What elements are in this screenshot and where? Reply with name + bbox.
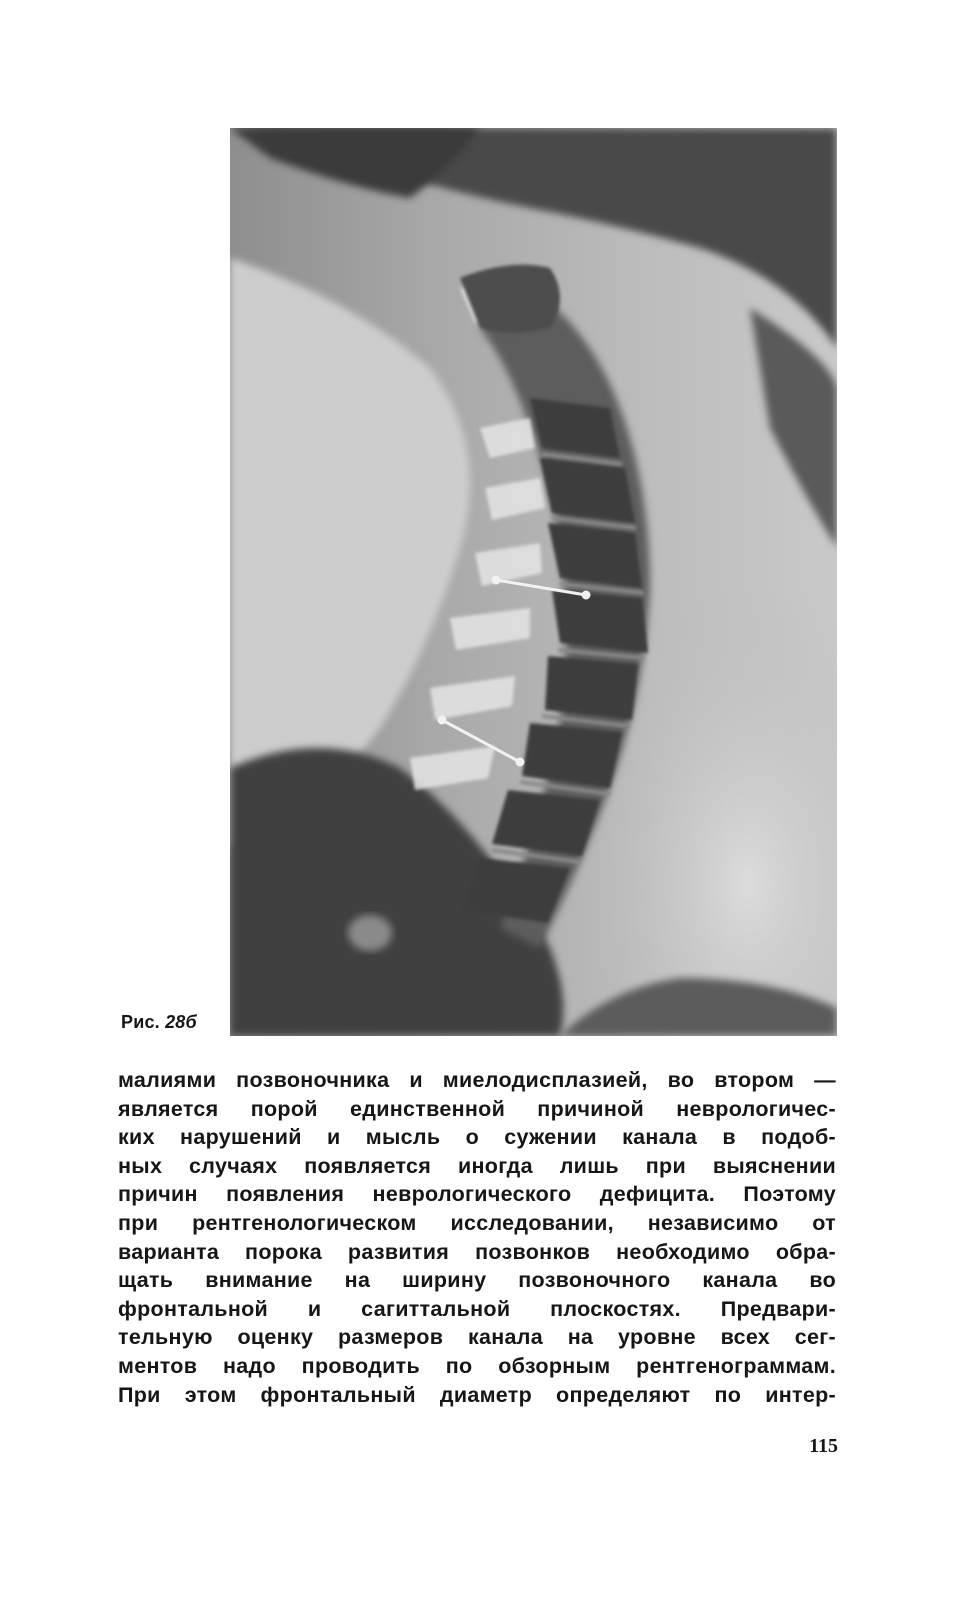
text-line: варианта порока развития позвонков необходимо обра- — [118, 1239, 836, 1264]
text-line: при рентгенологическом исследовании, независимо от — [118, 1210, 836, 1235]
text-line: щать внимание на ширину позвоночного канала во — [118, 1268, 836, 1293]
text-line: причин появления неврологического дефицита. Поэтому — [118, 1182, 836, 1207]
body-paragraph — [118, 1066, 836, 1409]
text-line: При этом фронтальный диаметр определяют по интер- — [118, 1382, 836, 1407]
cervical-spine-xray-image — [230, 128, 837, 1036]
text-line: фронтальной и сагиттальной плоскостях. Предвари- — [118, 1296, 836, 1321]
text-line: является порой единственной причиной неврологичес- — [118, 1096, 836, 1121]
page-number: 115 — [809, 1435, 838, 1457]
text-line: ных случаях появляется иногда лишь при выяснении — [118, 1153, 836, 1178]
text-line: тельную оценку размеров канала на уровне всех сег- — [118, 1325, 836, 1350]
text-line: ких нарушений и мысль о сужении канала в подоб- — [118, 1125, 836, 1150]
caption-prefix: Рис. — [121, 1012, 166, 1032]
text-line: ментов надо проводить по обзорным рентгенограммам. — [118, 1353, 836, 1378]
figure-caption — [121, 1012, 197, 1033]
text-line: малиями позвоночника и миелодисплазией, во втором — — [118, 1068, 836, 1092]
caption-number: 28б — [165, 1012, 197, 1032]
xray-figure — [230, 128, 837, 1036]
